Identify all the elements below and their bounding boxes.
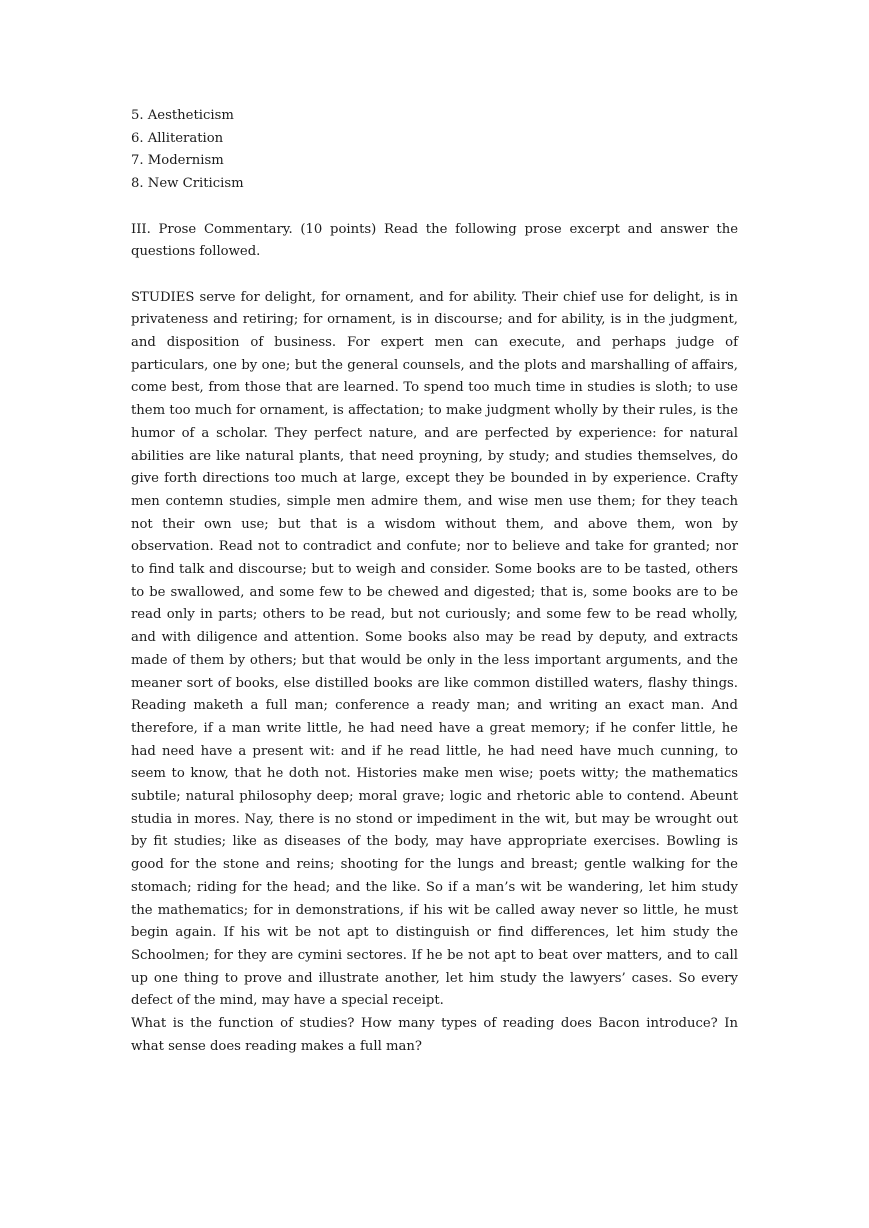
questions: What is the function of studies? How many types of reading does Bacon introduce? In what sense does reading makes a full man? [131, 1016, 738, 1054]
term-item-5: 5. Aestheticism [131, 108, 234, 123]
section-heading: III. Prose Commentary. (10 points) Read the following prose excerpt and answer the questions followed. [131, 221, 738, 260]
prose-excerpt: STUDIES serve for delight, for ornament, and for ability. Their chief use for delight, is in privateness and retiring; for ornament, is in discourse; and for ability, is in the judgment, and disposition of business. For expert men can execute, and perhaps judge of particulars, one by one; but the general counsels, and the plots and marshalling of affairs, come best, from those that are learned. To spend too much time in studies is sloth; to use them too much for ornament, is affectation; to make judgment wholly by their rules, is the humor of a scholar. They perfect nature, and are perfected by experience: for natural abilities are like natural plants, that need proyning, by study; and studies themselves, do give forth directions too much at large, except they be bounded in by experience. Crafty men contemn studies, simple men admire them, and wise men use them; for they teach not their own use; but that is a wisdom without them, and above them, won by observation. Read not to contradict and confute; nor to believe and take for granted; nor to find talk and discourse; but to weigh and consider. Some books are to be tasted, others to be swallowed, and some few to be chewed and digested; that is, some books are to be read only in parts; others to be read, but not curiously; and some few to be read wholly, and with diligence and attention. Some books also may be read by deputy, and extracts made of them by others; but that would be only in the less important arguments, and the meaner sort of books, else distilled books are like common distilled waters, flashy things. Reading maketh a full man; conference a ready man; and writing an exact man. And therefore, if a man write little, he had need have a great memory; if he confer little, he had need have a present wit: and if he read little, he had need have much cunning, to seem to know, that he doth not. Histories make men wise; poets witty; the mathematics subtile; natural philosophy deep; moral grave; logic and rhetoric able to contend. Abeunt studia in mores. Nay, there is no stond or impediment in the wit, but may be wrought out by fit studies; like as diseases of the body, may have appropriate exercises. Bowling is good for the stone and reins; shooting for the lungs and breast; gentle walking for the stomach; riding for the head; and the like. So if a man’s wit be wandering, let him study the mathematics; for in demonstrations, if his wit be called away never so little, he must begin again. If his wit be not apt to distinguish or find differences, let him study the Schoolmen; for they are cymini sectores. If he be not apt to beat over matters, and to call up one thing to prove and illustrate another, let him study the lawyers’ cases. So every defect of the mind, may have a special receipt. [131, 289, 738, 1009]
term-item-8: 8. New Criticism [131, 176, 244, 192]
term-item-7: 7. Modernism [131, 153, 224, 169]
term-item-6: 6. Alliteration [131, 130, 224, 146]
document-page [131, 105, 738, 1059]
terms-list [131, 105, 738, 196]
